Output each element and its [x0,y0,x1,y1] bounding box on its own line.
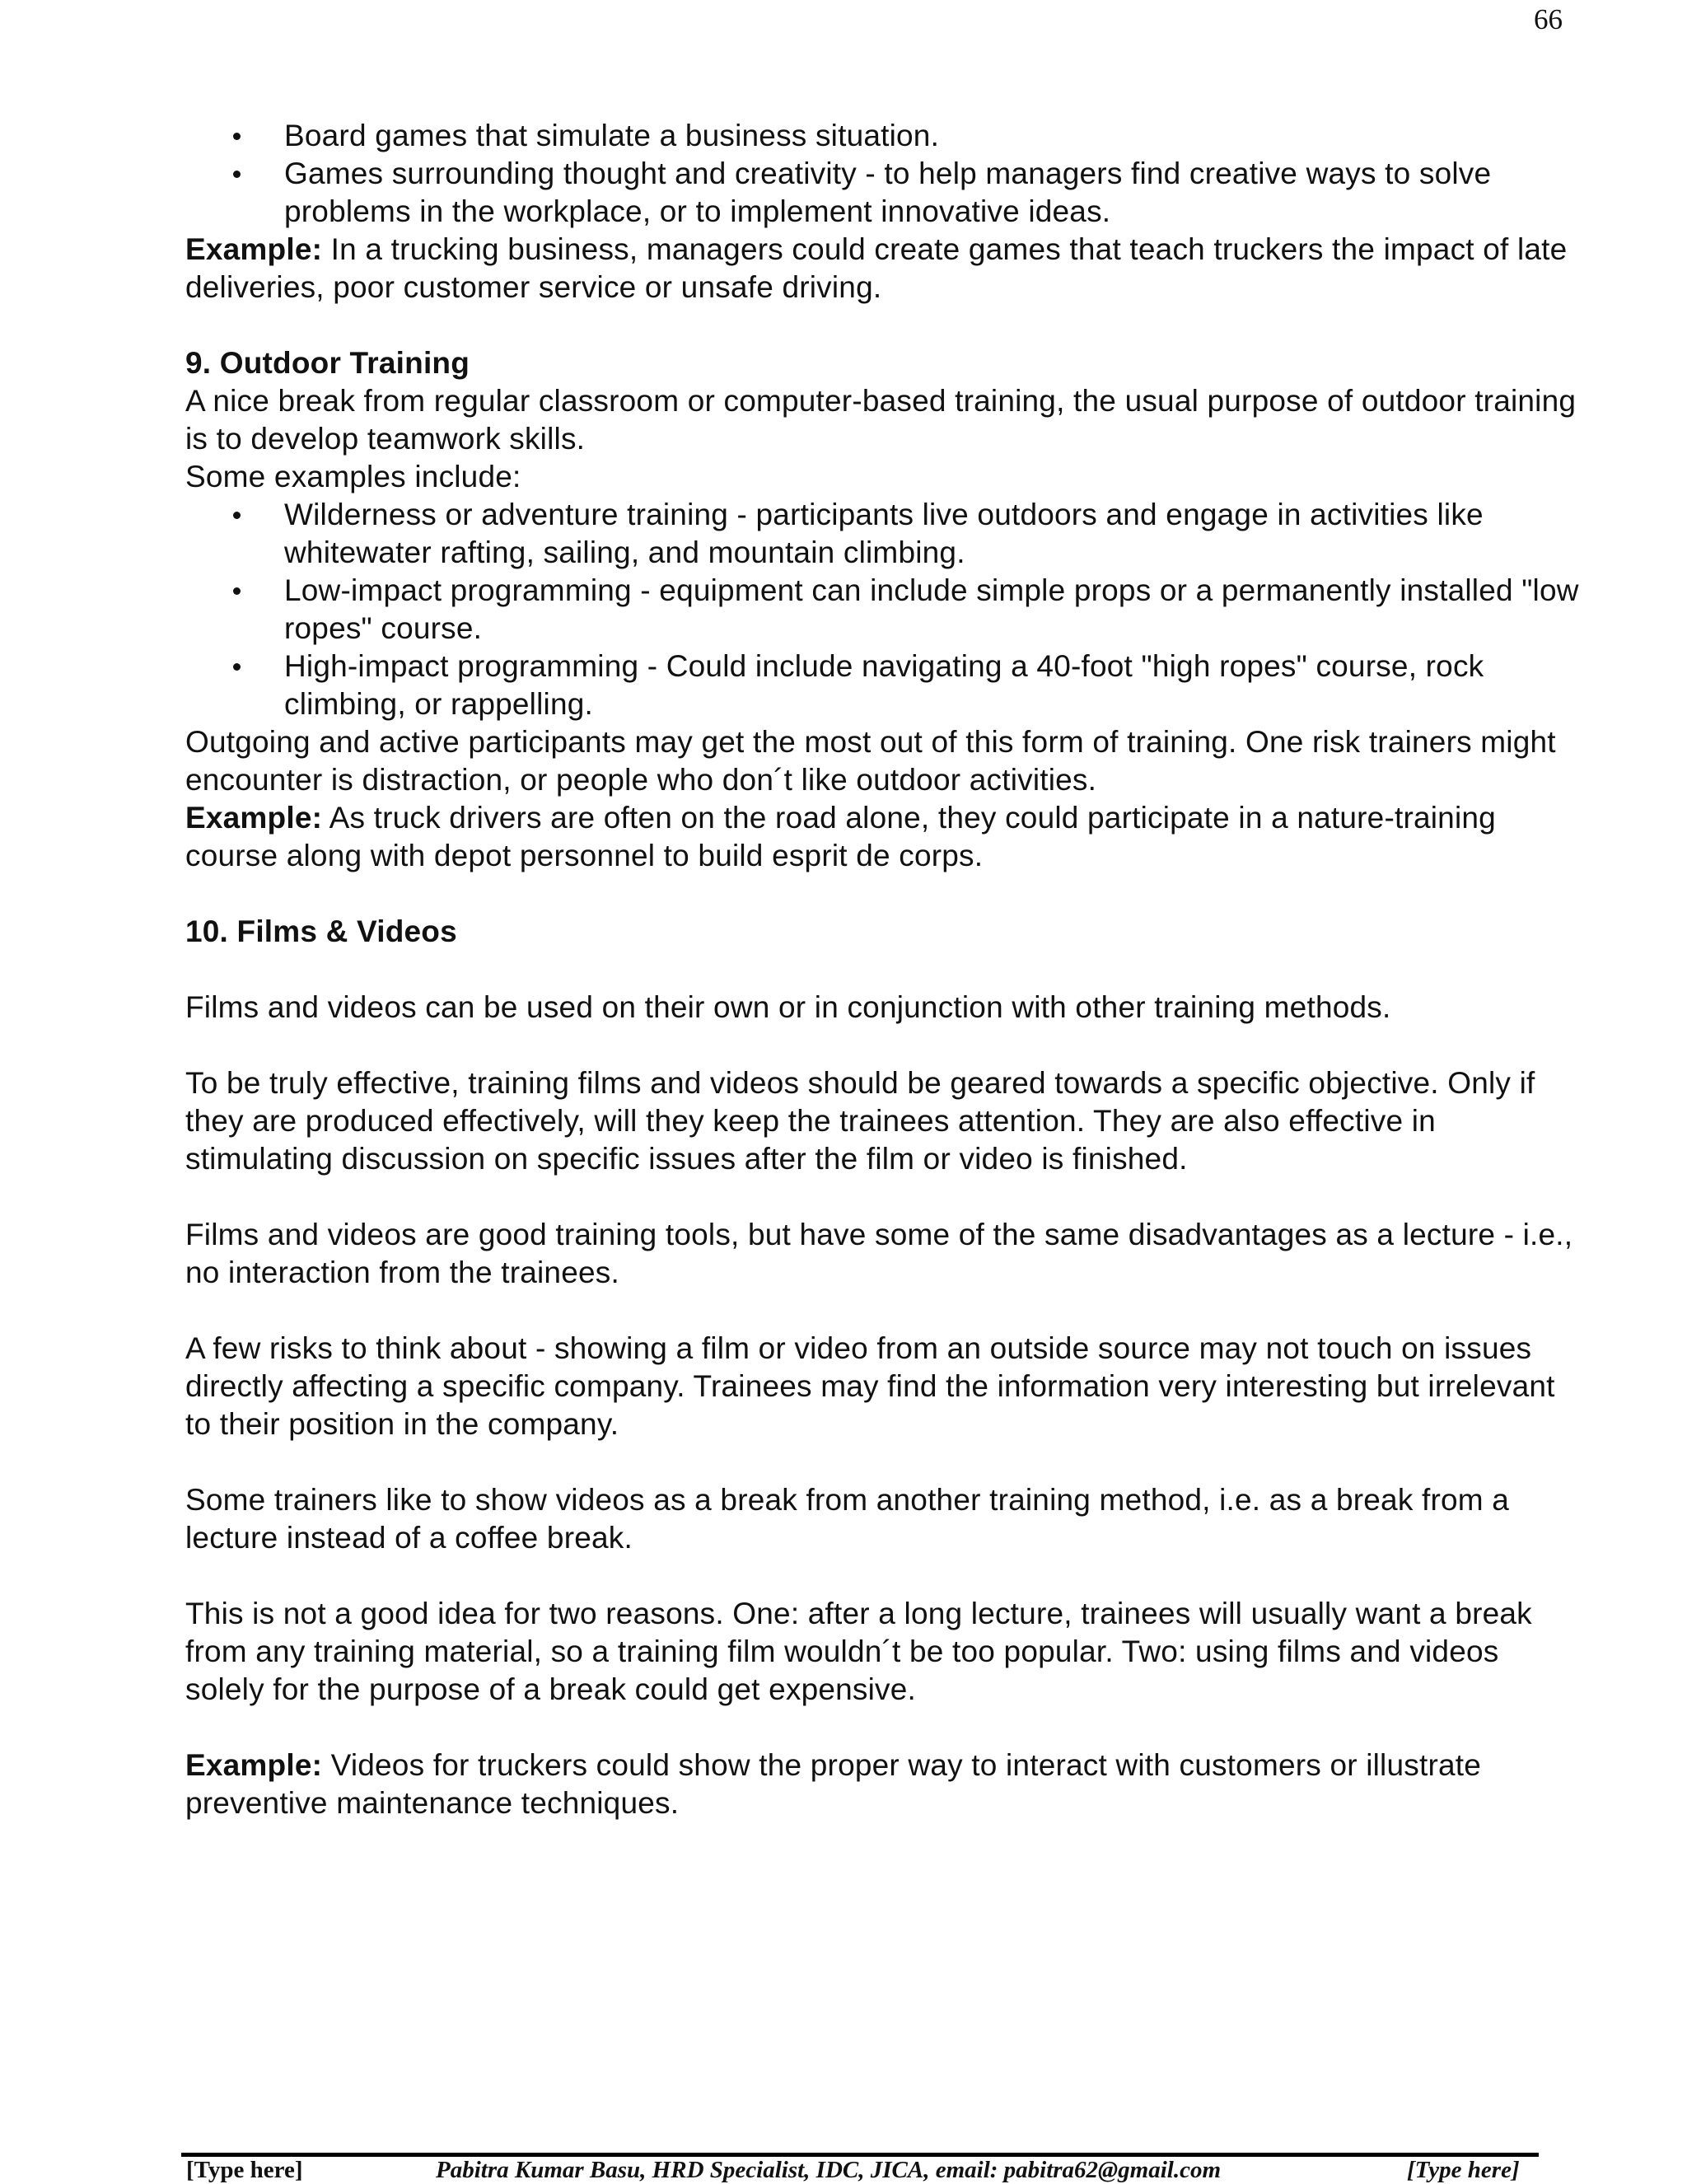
section-paragraph: To be truly effective, training films and videos should be geared towards a specific objective. Only if they are produced effectively, will they keep the trainees attention. They are also effective in stimulating discussion on specific issues after the film or video is finished. [185,1066,1535,1176]
bullet-list-outdoor [185,496,1586,723]
example-label: Example: [185,801,323,835]
example-paragraph [185,231,1586,306]
example-text: Videos for truckers could show the proper way to interact with customers or illustrate preventive maintenance techniques. [185,1748,1481,1820]
section-lead: Some examples include: [185,460,521,493]
section-paragraph: Films and videos are good training tools, but have some of the same disadvantages as a lecture - i.e., no interaction from the trainees. [185,1218,1573,1289]
list-item: Games surrounding thought and creativity - to help managers find creative ways to solve problems in the workplace, or to implement innovative ideas. [284,155,1586,231]
section-paragraph: This is not a good idea for two reasons. One: after a long lecture, trainees will usually want a break from any training material, so a training film wouldn´t be too popular. Two: using films and videos solely for the purpose of a break could get expensive. [185,1597,1532,1706]
section-heading-outdoor-training: 9. Outdoor Training [185,346,470,380]
bullet-dot-icon [233,587,241,595]
section-paragraph: A few risks to think about - showing a film or video from an outside source may not touch on issues directly affecting a specific company. Trainees may find the information very interesting but irrelevant to their position in the company. [185,1331,1555,1441]
example-text: In a trucking business, managers could create games that teach truckers the impact of late deliveries, poor customer service or unsafe driving. [185,232,1568,304]
bullet-dot-icon [233,171,241,178]
bullet-dot-icon [233,663,241,671]
section-paragraph: Outgoing and active participants may get the most out of this form of training. One risk trainers might encounter is distraction, or people who don´t like outdoor activities. [185,725,1556,797]
example-paragraph [185,799,1586,875]
example-label: Example: [185,1748,323,1782]
footer-left: [Type here] [186,2157,303,2183]
list-item: High-impact programming - Could include navigating a 40-foot "high ropes" course, rock climbing, or rappelling. [284,648,1586,723]
list-item: Wilderness or adventure training - participants live outdoors and engage in activities like whitewater rafting, sailing, and mountain climbing. [284,496,1586,572]
section-paragraph: Films and videos can be used on their own or in conjunction with other training methods. [185,990,1391,1024]
list-item: Low-impact programming - equipment can include simple props or a permanently installed "low ropes" course. [284,572,1586,648]
bullet-list-games [185,117,1586,231]
example-paragraph [185,1747,1586,1822]
page-body [185,117,1586,1822]
section-heading-films-videos: 10. Films & Videos [185,914,457,948]
section-intro: A nice break from regular classroom or computer-based training, the usual purpose of outdoor training is to develop teamwork skills. [185,384,1577,456]
bullet-dot-icon [233,133,241,140]
page-number: 66 [1534,3,1563,35]
example-label: Example: [185,232,323,266]
footer-right: [Type here] [1407,2157,1520,2183]
section-paragraph: Some trainers like to show videos as a break from another training method, i.e. as a break from a lecture instead of a coffee break. [185,1483,1510,1555]
bullet-dot-icon [233,512,241,519]
list-item: Board games that simulate a business situation. [284,117,1586,155]
footer-author: Pabitra Kumar Basu, HRD Specialist, IDC, JICA, email: pabitra62@gmail.com [436,2157,1222,2183]
example-text: As truck drivers are often on the road alone, they could participate in a nature-training course along with depot personnel to build esprit de corps. [185,801,1496,872]
